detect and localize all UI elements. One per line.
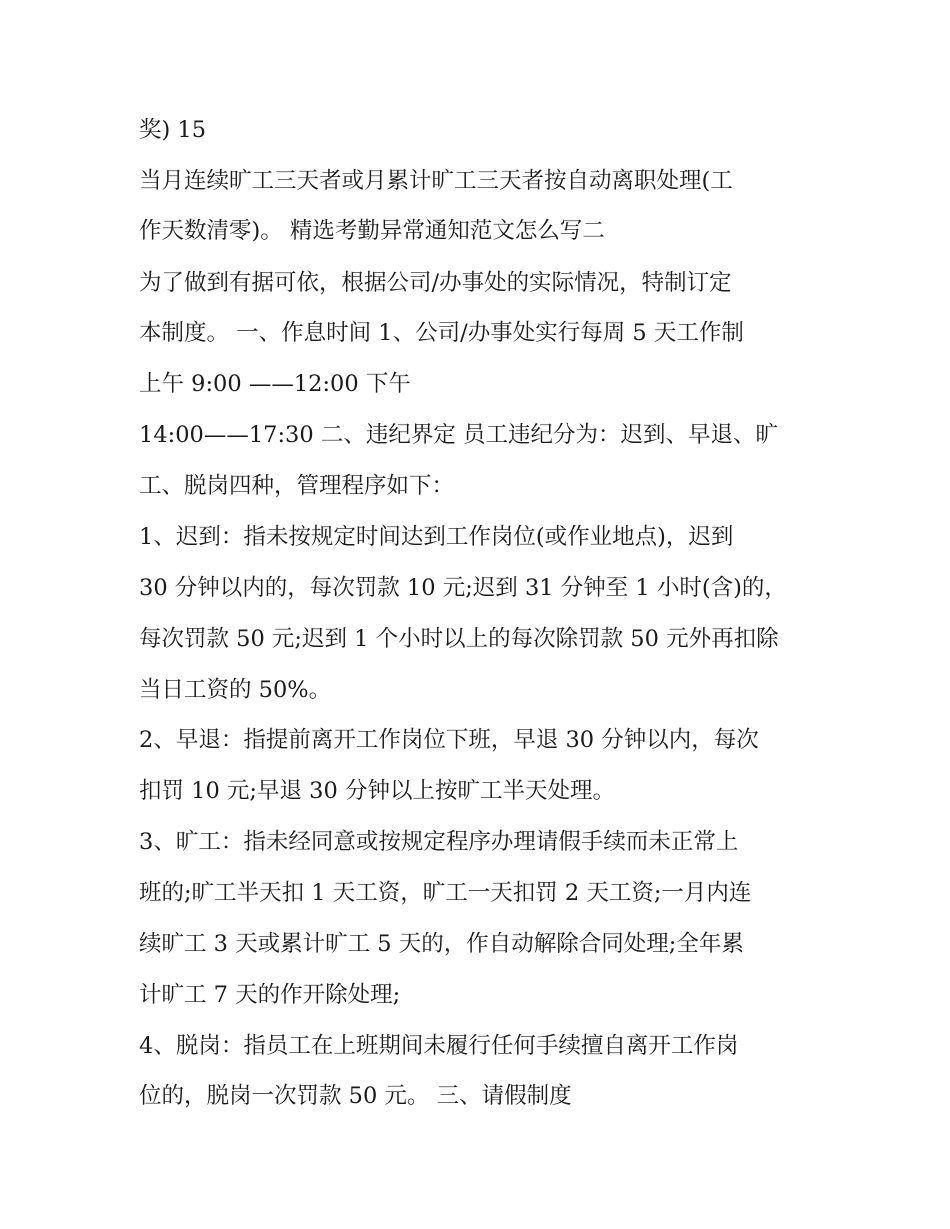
text-line: 本制度。 一、作息时间 1、公司/办事处实行每周 5 天工作制 (139, 320, 744, 346)
text-line: 位的，脱岗一次罚款 50 元。 三、请假制度 (139, 1083, 572, 1109)
text-line: 计旷工 7 天的作开除处理; (139, 982, 401, 1008)
text-line: 当日工资的 50%。 (139, 677, 332, 703)
text-line: 续旷工 3 天或累计旷工 5 天的，作自动解除合同处理;全年累 (139, 931, 744, 957)
text-line: 奖) 15 (139, 117, 207, 143)
text-line: 当月连续旷工三天者或月累计旷工三天者按自动离职处理(工 (139, 168, 733, 194)
text-line: 14:00——17:30 二、违纪界定 员工违纪分为：迟到、早退、旷 (139, 422, 778, 448)
text-line: 工、脱岗四种，管理程序如下： (139, 473, 455, 499)
text-line: 每次罚款 50 元;迟到 1 个小时以上的每次除罚款 50 元外再扣除 (139, 626, 779, 652)
text-line: 4、脱岗：指员工在上班期间未履行任何手续擅自离开工作岗 (139, 1033, 739, 1059)
text-line: 1、迟到：指未按规定时间达到工作岗位(或作业地点)，迟到 (139, 524, 734, 550)
text-line: 上午 9:00 ——12:00 下午 (139, 371, 411, 397)
text-line: 30 分钟以内的，每次罚款 10 元;迟到 31 分钟至 1 小时(含)的， (139, 575, 787, 601)
text-line: 为了做到有据可依，根据公司/办事处的实际情况，特制订定 (139, 270, 732, 296)
text-line: 2、早退：指提前离开工作岗位下班，早退 30 分钟以内，每次 (139, 727, 759, 753)
text-line: 扣罚 10 元;早退 30 分钟以上按旷工半天处理。 (139, 778, 615, 804)
text-line: 班的;旷工半天扣 1 天工资，旷工一天扣罚 2 天工资;一月内连 (139, 880, 752, 906)
text-line: 3、旷工：指未经同意或按规定程序办理请假手续而未正常上 (139, 829, 739, 855)
text-line: 作天数清零)。 精选考勤异常通知范文怎么写二 (139, 218, 605, 244)
